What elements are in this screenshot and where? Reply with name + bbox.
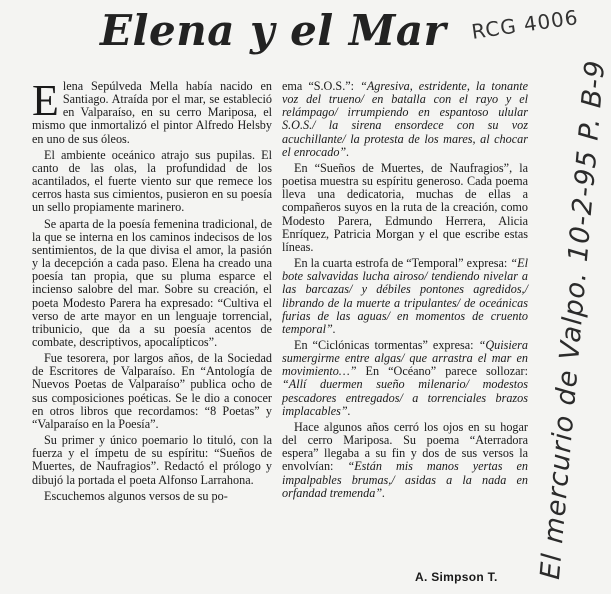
paragraph-text: ema “S.O.S.”:: [282, 79, 361, 93]
paragraph: Fue tesorera, por largos años, de la Sociedad de Escritores de Valparaíso. En “Antología de Nuevos Poetas de Valparaíso” publica ocho de sus composiciones poéticas. Se le dio a conocer en otros libros que recordamos: “8 Poetas” y “Valparaíso en la Poesía”.: [32, 351, 272, 431]
paragraph-text: lena Sepúlveda Mella había nacido en Santiago. Atraída por el mar, se estableció en Valparaíso, en su cerro Mariposa, el mismo que inmortalizó el pintor Alfredo Helsby en uno de sus óleos.: [32, 79, 272, 146]
left-column: [32, 76, 272, 506]
paragraph: [282, 421, 528, 500]
paragraph-text: Hace algunos años cerró los ojos en su hogar del cerro Mariposa. Su poema “Aterradora espera” llegaba a su fin y dos de sus versos la envolvían:: [282, 419, 528, 474]
verse-quote: “Están mis manos yertas en impalpables brumas,/ asidas a la nada en orfandad tremenda”.: [282, 459, 528, 500]
author-signature: A. Simpson T.: [415, 570, 498, 584]
column-divider: [276, 80, 277, 588]
paragraph: Se aparta de la poesía femenina tradicional, de la que se interna en los caminos indecisos de los sentimientos, de la que divisa el amor, la pasión y la decepción a cada paso. Elena ha creado una poesía tan propia, que su pluma esparce el incienso salobre del mar. Sobre su creación, el poeta Modesto Parera ha expresado: “Cultiva el verso de arte mayor en un lenguaje torrencial, tribunicio, que da a su poesía acentos de combate, descriptivos, apocalípticos”.: [32, 216, 272, 349]
verse-quote: “Allí duermen sueño milenario/ modestos pescadores entregados/ a torrenciales brazos implacables”.: [282, 377, 528, 418]
archive-code-handwriting: RCG 4006: [470, 5, 580, 44]
source-note-handwriting: El mercurio de Valpo. 10-2-95 P. B-9: [535, 58, 611, 581]
paragraph: El ambiente oceánico atrajo sus pupilas. El canto de las olas, la profundidad de los acantilados, el fuerte viento sur que remece los cerros hasta sus cimientos, pusieron en su poesía un sello propiamente marinero.: [32, 147, 272, 215]
verse-quote: “El bote salvavidas lucha airoso/ tendiendo nivelar a las barcazas/ y débiles pontones agredidos,/ librando de la muerte a tripulantes/ de oceánicas furias de las aguas/ en momentos de cruento temporal”.: [282, 256, 528, 336]
paragraph: [282, 257, 528, 336]
verse-quote: “Agresiva, estridente, la tonante voz del trueno/ en batalla con el rayo y el relámpago/ irrumpiendo en espantoso ulular S.O.S./ la sirena ensordece con su voz acuchillante/ la protesta de los mares, al chocar el enrocado”.: [282, 79, 528, 159]
paragraph-text: En la cuarta estrofa de “Temporal” expresa:: [294, 256, 511, 271]
paragraph: Su primer y único poemario lo tituló, con la fuerza y el ímpetu de su espíritu: “Sueños de Muertes, de Naufragios”. Redactó el prólogo y dibujó la portada el poeta Alfonso Larrahona.: [32, 433, 272, 487]
paragraph-text: En “Océano” parece sollozar:: [356, 364, 528, 379]
paragraph: [282, 80, 528, 159]
paragraph: [32, 76, 272, 146]
paragraph: Escuchemos algunos versos de su po-: [44, 488, 228, 503]
article-title: Elena y el Mar: [100, 6, 447, 55]
paragraph: En “Sueños de Muertes, de Naufragios”, la poetisa muestra su espíritu generoso. Cada poema lleva una dedicatoria, muchas de ellas a compañeros suyos en la ruta de la creación, como Modesto Parera, Edmundo Herrera, Alicia Enríquez, Patricia Morgan y el que escribe estas líneas.: [282, 160, 528, 254]
paragraph: [282, 339, 528, 418]
paragraph-text: En “Ciclónicas tormentas” expresa:: [294, 337, 479, 352]
verse-quote: “Quisiera sumergirme entre algas/ que arrastra el mar en movimiento…”: [282, 337, 528, 379]
drop-cap: E: [32, 76, 59, 125]
right-column: [282, 80, 528, 503]
